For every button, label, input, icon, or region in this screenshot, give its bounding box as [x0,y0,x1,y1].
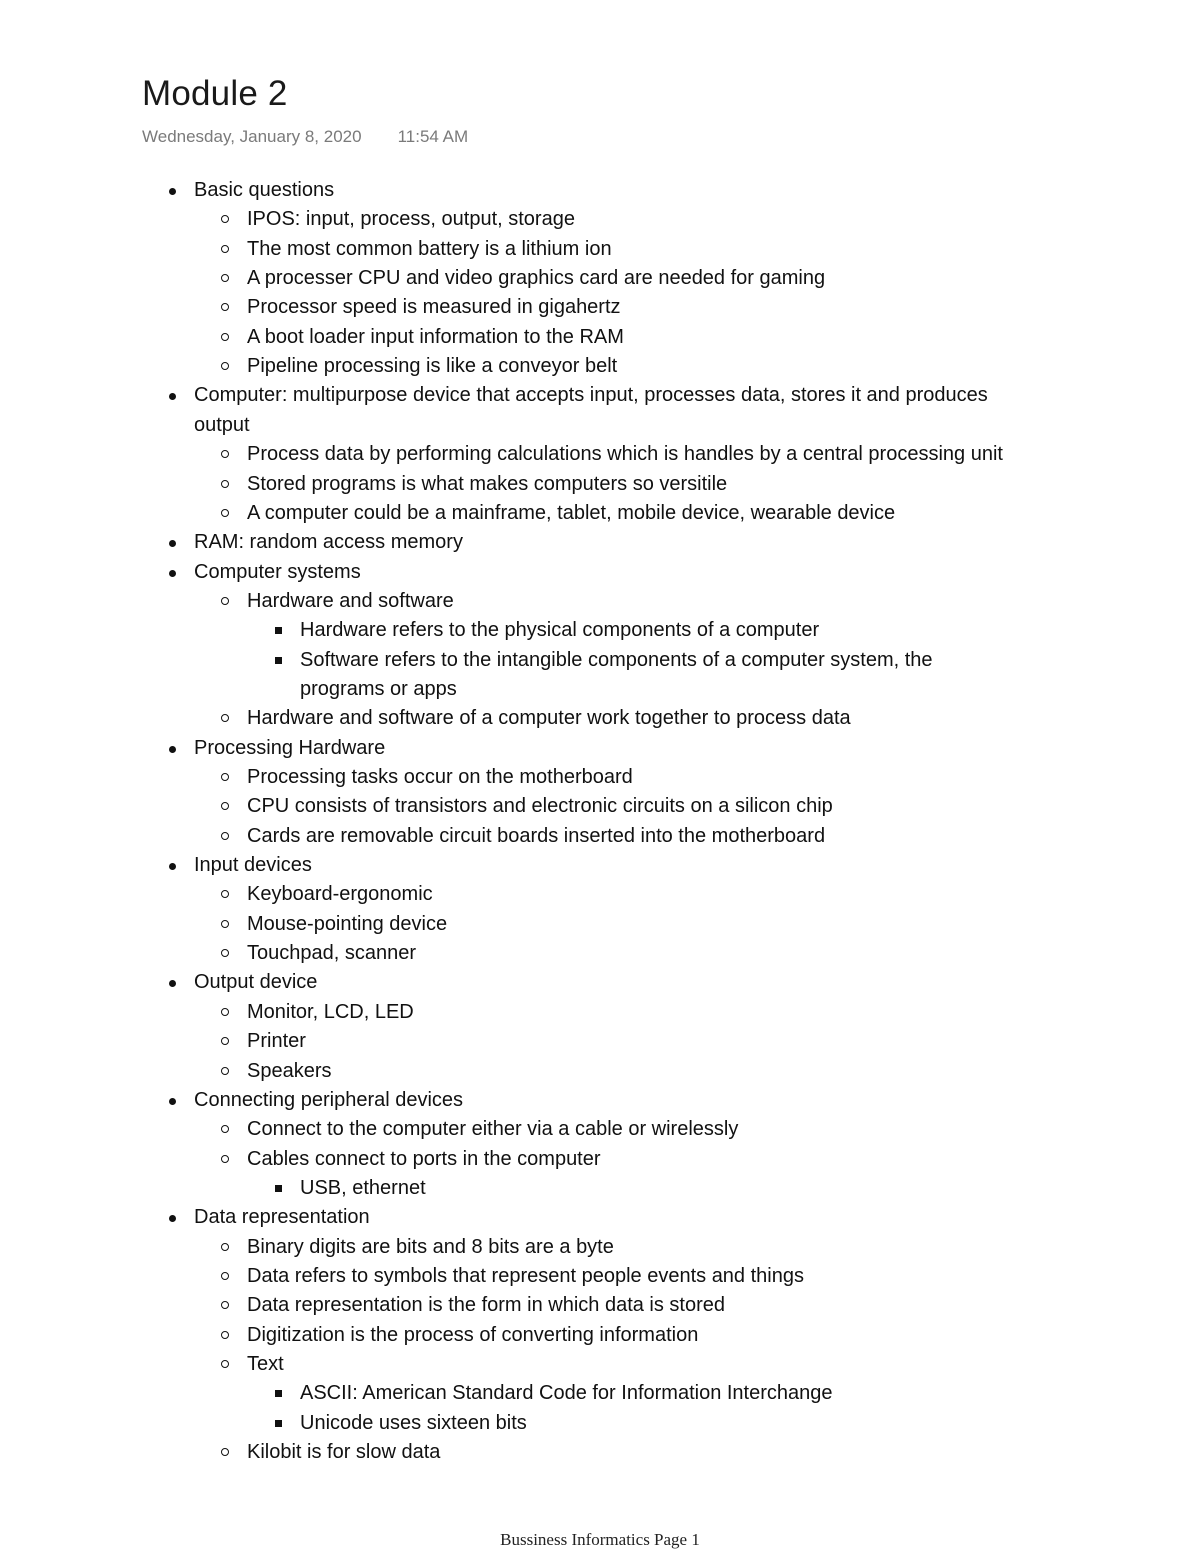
outline-item-text: Touchpad, scanner [247,942,417,965]
outline-item-text: Text [247,1353,284,1375]
outline-item-level-1 [194,176,334,205]
page-title: Module 2 [142,74,288,113]
bullet-circle-icon [221,1360,229,1368]
bullet-circle-icon [221,1125,229,1133]
outline-item-level-2 [247,1291,725,1320]
outline-item-text: Connecting peripheral devices [194,1088,464,1111]
outline-item-level-1 [194,968,317,997]
outline-item-level-1 [194,1086,463,1115]
bullet-square-icon [275,657,282,664]
outline-item-text: The most common battery is a lithium ion [247,237,612,260]
bullet-disc-icon [169,863,176,870]
outline-item-text: Process data by performing calculations which is handles by a central processing unit [247,443,1003,466]
outline-item-level-2 [247,587,454,616]
outline-item-level-2 [247,1027,306,1056]
bullet-circle-icon [221,303,229,311]
bullet-disc-icon [169,540,176,547]
outline-item-text: Data representation is the form in which data is stored [247,1294,726,1317]
bullet-circle-icon [221,362,229,370]
outline-item-level-2 [247,440,1003,469]
page-footer: Bussiness Informatics Page 1 [500,1530,700,1549]
outline-item-level-1 [194,381,988,410]
outline-item-text: A boot loader input information to the RAM [247,325,624,348]
bullet-circle-icon [221,773,229,781]
outline-item-level-2 [247,910,447,939]
outline-item-text: CPU consists of transistors and electronic circuits on a silicon chip [247,795,833,818]
outline-item-level-3 [300,675,457,704]
outline-item-text: output [194,413,250,436]
bullet-square-icon [275,1185,282,1192]
outline-item-level-2 [247,1350,284,1379]
outline-item-level-2 [247,939,416,968]
outline-item-text: A computer could be a mainframe, tablet, mobile device, wearable device [247,501,896,524]
outline-item-text: Hardware and software [247,589,454,612]
bullet-circle-icon [221,832,229,840]
outline-item-text: Speakers [247,1059,332,1082]
outline-item-text: Connect to the computer either via a cable or wirelessly [247,1118,739,1141]
bullet-disc-icon [169,980,176,987]
outline-item-text: Computer systems [194,560,361,583]
outline-item-level-2 [247,470,727,499]
bullet-circle-icon [221,509,229,517]
bullet-circle-icon [221,949,229,957]
bullet-circle-icon [221,1067,229,1075]
outline-item-text: Processing Hardware [194,736,386,759]
bullet-circle-icon [221,714,229,722]
outline-item-text: Output device [194,971,318,994]
bullet-square-icon [275,1420,282,1427]
outline-item-level-2 [247,235,612,264]
bullet-circle-icon [221,1448,229,1456]
bullet-circle-icon [221,1037,229,1045]
outline-item-level-2 [247,1233,614,1262]
outline-item-level-2 [247,822,825,851]
outline-item-level-2 [247,205,575,234]
page-time: 11:54 AM [397,127,469,146]
outline-item-level-2 [247,352,617,381]
bullet-square-icon [275,627,282,634]
outline-item-text: Unicode uses sixteen bits [300,1411,527,1434]
outline-item-level-3 [300,646,933,675]
outline-item-level-2 [247,323,624,352]
bullet-circle-icon [221,1301,229,1309]
outline-item-level-2 [247,880,433,909]
bullet-circle-icon [221,1008,229,1016]
bullet-circle-icon [221,920,229,928]
outline-item-text: Hardware and software of a computer work together to process data [247,707,851,730]
bullet-square-icon [275,1390,282,1397]
bullet-circle-icon [221,597,229,605]
bullet-circle-icon [221,274,229,282]
outline-item-text: Software refers to the intangible components of a computer system, the [300,648,933,671]
outline-item-level-1 [194,411,250,440]
outline-item-text: A processer CPU and video graphics card are needed for gaming [247,267,826,290]
outline-item-level-1 [194,734,385,763]
outline-item-level-1 [194,528,463,557]
outline-item-text: Pipeline processing is like a conveyor belt [247,355,618,378]
outline-item-text: Hardware refers to the physical components of a computer [300,619,820,642]
bullet-disc-icon [169,570,176,577]
outline-item-level-2 [247,763,633,792]
outline-item-level-2 [247,704,851,733]
outline-item-level-2 [247,1145,601,1174]
outline-item-text: Keyboard-ergonomic [247,883,433,906]
outline-item-text: Cables connect to ports in the computer [247,1147,601,1170]
page-timestamp [142,127,468,147]
outline-item-text: Basic questions [194,179,335,201]
outline-item-level-3 [300,1174,426,1203]
outline-item-level-3 [300,1409,527,1438]
outline-item-level-1 [194,851,312,880]
bullet-circle-icon [221,1155,229,1163]
outline-item-level-1 [194,558,361,587]
outline-item-level-2 [247,1115,738,1144]
bullet-disc-icon [169,1098,176,1105]
outline-item-level-2 [247,1438,440,1467]
outline-item-text: Data representation [194,1206,370,1229]
bullet-disc-icon [169,188,176,195]
outline-item-level-2 [247,293,621,322]
bullet-circle-icon [221,1272,229,1280]
bullet-disc-icon [169,746,176,753]
outline-item-level-3 [300,1379,833,1408]
outline-item-text: RAM: random access memory [194,531,463,554]
bullet-circle-icon [221,245,229,253]
outline-item-level-2 [247,1321,698,1350]
outline-item-text: Data refers to symbols that represent people events and things [247,1264,804,1287]
bullet-disc-icon [169,1215,176,1222]
outline-item-level-3 [300,616,819,645]
outline-item-text: Stored programs is what makes computers so versitile [247,472,728,495]
outline-item-text: Binary digits are bits and 8 bits are a byte [247,1235,614,1258]
outline-item-text: Cards are removable circuit boards inserted into the motherboard [247,824,826,847]
outline-item-text: IPOS: input, process, output, storage [247,208,575,231]
bullet-circle-icon [221,215,229,223]
outline-item-text: programs or apps [300,677,457,700]
outline-item-text: Computer: multipurpose device that accepts input, processes data, stores it and produces [194,384,988,407]
bullet-circle-icon [221,890,229,898]
bullet-circle-icon [221,450,229,458]
outline-item-text: Monitor, LCD, LED [247,1000,414,1023]
outline-item-text: Mouse-pointing device [247,912,448,935]
bullet-circle-icon [221,1243,229,1251]
outline-item-text: Processor speed is measured in gigahertz [247,296,621,319]
bullet-circle-icon [221,802,229,810]
bullet-circle-icon [221,1331,229,1339]
outline-item-text: Kilobit is for slow data [247,1441,441,1464]
bullet-circle-icon [221,480,229,488]
outline-item-level-2 [247,998,414,1027]
outline-item-text: Processing tasks occur on the motherboard [247,766,633,788]
outline-item-text: Printer [247,1030,306,1053]
outline-item-level-2 [247,1057,332,1086]
bullet-disc-icon [169,393,176,400]
page-date: Wednesday, January 8, 2020 [142,127,362,146]
outline-item-text: USB, ethernet [300,1176,426,1199]
outline-item-text: ASCII: American Standard Code for Information Interchange [300,1382,833,1405]
outline-item-text: Digitization is the process of converting information [247,1323,699,1346]
outline-item-text: Input devices [194,854,312,877]
outline-item-level-2 [247,1262,804,1291]
outline-item-level-2 [247,499,895,528]
outline-item-level-2 [247,264,825,293]
outline-item-level-2 [247,792,833,821]
bullet-circle-icon [221,333,229,341]
outline-item-level-1 [194,1203,370,1232]
